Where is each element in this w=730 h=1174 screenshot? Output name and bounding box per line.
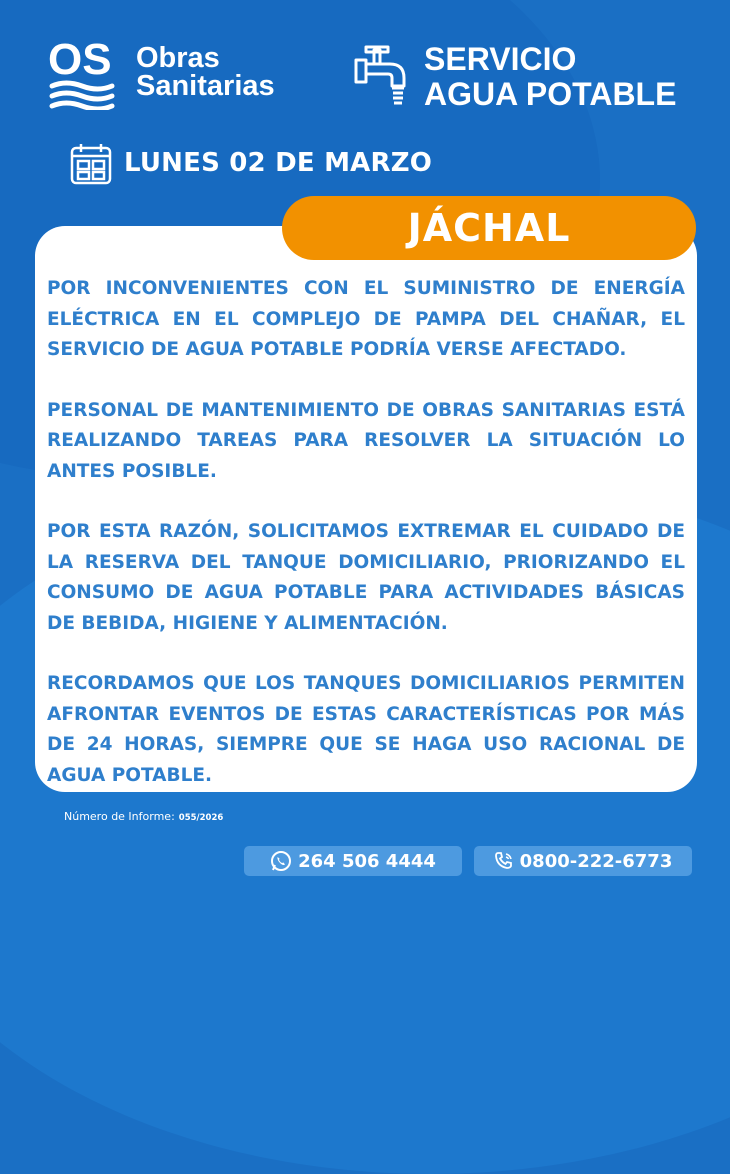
notice-body	[47, 274, 685, 821]
paragraph: POR INCONVENIENTES CON EL SUMINISTRO DE ENERGÍA ELÉCTRICA EN EL COMPLEJO DE PAMPA DEL CHAÑAR, EL SERVICIO DE AGUA POTABLE PODRÍA VERSE AFECTADO.	[47, 278, 685, 360]
service-line2: AGUA POTABLE	[424, 76, 677, 112]
logo-text: OS	[48, 40, 112, 84]
whatsapp-icon	[270, 850, 292, 872]
report-label: Número de Informe:	[64, 810, 175, 823]
phone-contact-button[interactable]	[474, 846, 692, 876]
whatsapp-contact-button[interactable]	[244, 846, 462, 876]
brand-line1: Obras	[136, 42, 220, 74]
location-label: JÁCHAL	[407, 206, 571, 250]
brand-name	[136, 44, 275, 100]
paragraph: RECORDAMOS QUE LOS TANQUES DOMICILIARIOS PERMITEN AFRONTAR EVENTOS DE ESTAS CARACTERÍSTICAS POR MÁS DE 24 HORAS, SIEMPRE QUE SE HAGA USO RACIONAL DE AGUA POTABLE.	[47, 673, 685, 786]
phone-icon	[494, 851, 514, 871]
location-badge	[282, 196, 696, 260]
whatsapp-number: 264 506 4444	[298, 850, 436, 872]
paragraph: POR ESTA RAZÓN, SOLICITAMOS EXTREMAR EL CUIDADO DE LA RESERVA DEL TANQUE DOMICILIARIO, PRIORIZANDO EL CONSUMO DE AGUA POTABLE PARA ACTIVIDADES BÁSICAS DE BEBIDA, HIGIENE Y ALIMENTACIÓN.	[47, 521, 685, 634]
faucet-icon	[352, 44, 412, 106]
date-heading: LUNES 02 DE MARZO	[124, 148, 433, 178]
phone-number: 0800-222-6773	[519, 850, 673, 872]
calendar-icon	[70, 143, 112, 185]
brand-line2: Sanitarias	[136, 70, 275, 102]
service-line1: SERVICIO	[424, 41, 577, 77]
service-title	[424, 42, 676, 112]
obras-sanitarias-logo-icon	[48, 40, 116, 110]
header	[0, 0, 730, 130]
paragraph: PERSONAL DE MANTENIMIENTO DE OBRAS SANITARIAS ESTÁ REALIZANDO TAREAS PARA RESOLVER LA SITUACIÓN LO ANTES POSIBLE.	[47, 399, 685, 482]
report-value: 055/2026	[178, 813, 224, 823]
report-number	[64, 810, 223, 823]
